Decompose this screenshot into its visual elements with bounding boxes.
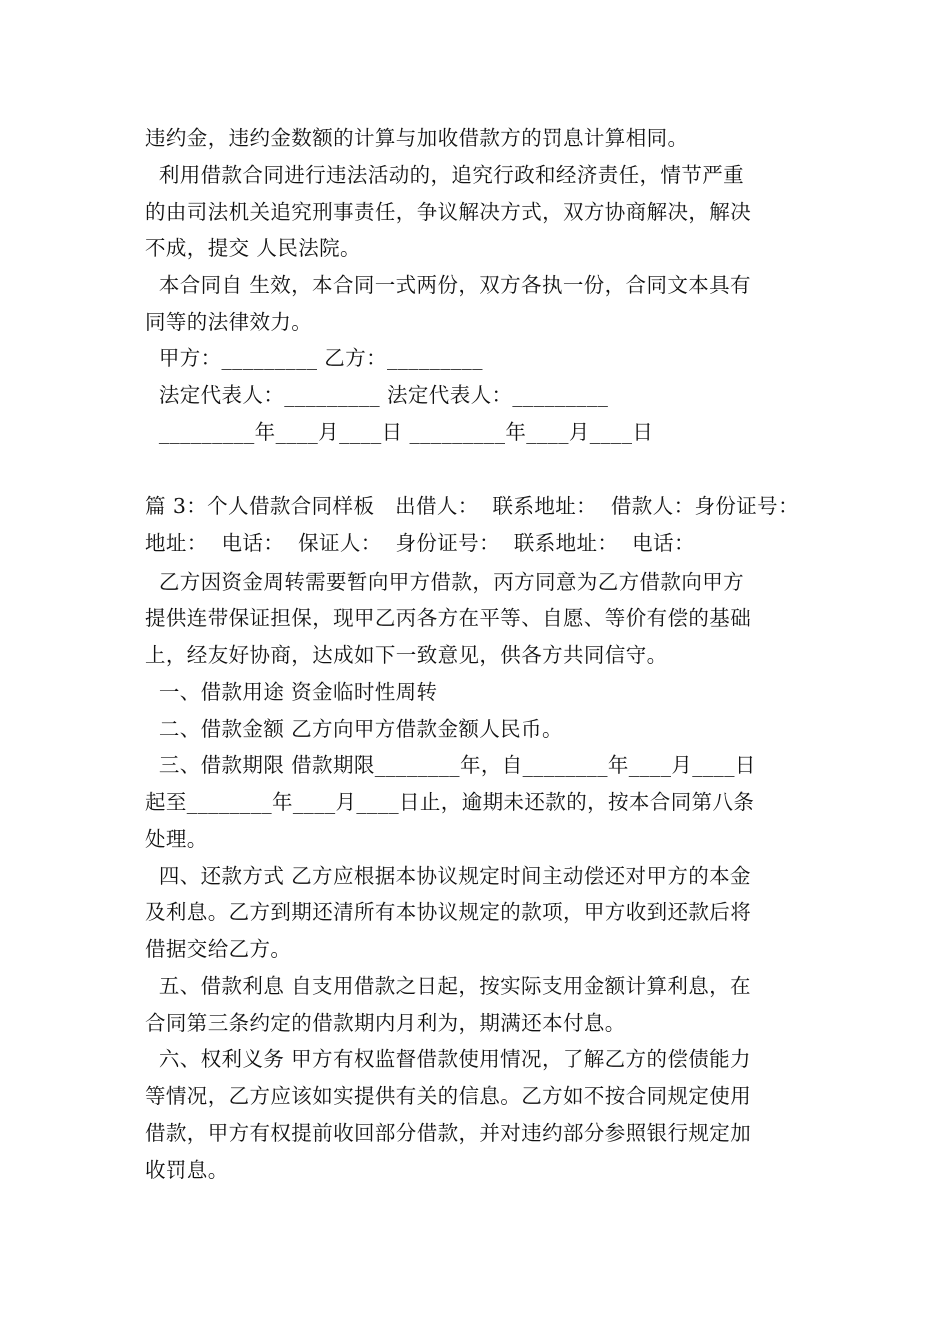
text-line: 提供连带保证担保，现甲乙丙各方在平等、自愿、等价有偿的基础	[145, 606, 752, 630]
text-line: 起至________年____月____日止，逾期未还款的，按本合同第八条	[145, 790, 755, 814]
text-line: 上，经友好协商，达成如下一致意见，供各方共同信守。	[145, 643, 668, 667]
clause-1: 一、借款用途 资金临时性周转	[145, 680, 438, 704]
text-line: 处理。	[145, 827, 208, 851]
text-line: 不成，提交 人民法院。	[145, 236, 361, 260]
text-line: 违约金，违约金数额的计算与加收借款方的罚息计算相同。	[145, 126, 689, 150]
text-line: 等情况，乙方应该如实提供有关的信息。乙方如不按合同规定使用	[145, 1084, 752, 1108]
signature-representatives: 法定代表人：_________ 法定代表人：_________	[145, 383, 609, 407]
text-line: 借款，甲方有权提前收回部分借款，并对违约部分参照银行规定加	[145, 1121, 752, 1145]
signature-parties: 甲方：_________ 乙方：_________	[145, 346, 483, 370]
text-line: 的由司法机关追究刑事责任，争议解决方式，双方协商解决，解决	[145, 200, 752, 224]
clause-3: 三、借款期限 借款期限________年，自________年____月____日	[145, 753, 756, 777]
text-line: 借据交给乙方。	[145, 937, 292, 961]
text-line: 地址： 电话： 保证人： 身份证号： 联系地址： 电话：	[145, 531, 695, 555]
clause-2: 二、借款金额 乙方向甲方借款金额人民币。	[145, 717, 563, 741]
text-line: 本合同自 生效，本合同一式两份，双方各执一份，合同文本具有	[145, 273, 751, 297]
text-line: 利用借款合同进行违法活动的，追究行政和经济责任，情节严重	[145, 163, 745, 187]
text-line: 合同第三条约定的借款期内月利为，期满还本付息。	[145, 1011, 626, 1035]
clause-5: 五、借款利息 自支用借款之日起，按实际支用金额计算利息，在	[145, 974, 751, 998]
clause-6: 六、权利义务 甲方有权监督借款使用情况，了解乙方的偿债能力	[145, 1047, 751, 1071]
text-line: 同等的法律效力。	[145, 310, 313, 334]
clause-4: 四、还款方式 乙方应根据本协议规定时间主动偿还对甲方的本金	[145, 864, 751, 888]
text-line: 收罚息。	[145, 1158, 229, 1182]
signature-dates: _________年____月____日 _________年____月____日	[145, 420, 654, 444]
section-heading: 篇 3：个人借款合同样板 出借人： 联系地址： 借款人：身份证号：	[145, 494, 799, 518]
text-line: 及利息。乙方到期还清所有本协议规定的款项，甲方收到还款后将	[145, 900, 752, 924]
text-line: 乙方因资金周转需要暂向甲方借款，丙方同意为乙方借款向甲方	[145, 570, 745, 594]
